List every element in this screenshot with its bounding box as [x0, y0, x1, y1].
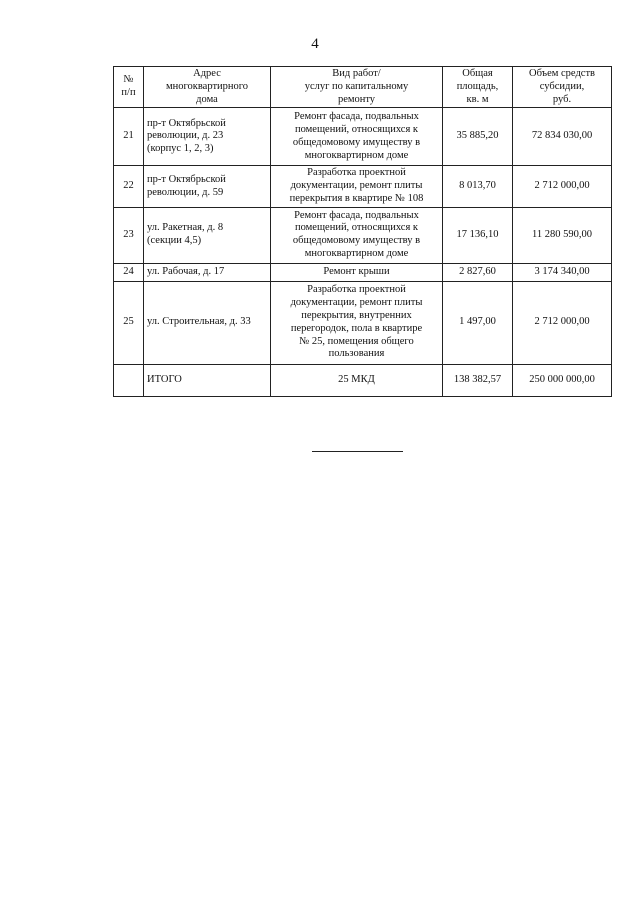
table-row — [114, 166, 612, 207]
row-address: пр-т Октябрьской революции, д. 23 (корпус 1, 2, 3) — [144, 108, 271, 166]
row-work: Ремонт фасада, подвальных помещений, относящихся к общедомовому имуществу в многоквартирном доме — [271, 108, 443, 166]
row-area: 35 885,20 — [443, 108, 513, 166]
row-num: 25 — [114, 281, 144, 364]
row-work: Разработка проектной документации, ремонт плиты перекрытия, внутренних перегородок, пола в квартире № 25, помещения общего пользования — [271, 281, 443, 364]
header-work: Вид работ/ услуг по капитальному ремонту — [271, 67, 443, 108]
total-area: 138 382,57 — [443, 364, 513, 396]
row-area: 17 136,10 — [443, 207, 513, 263]
header-num: № п/п — [114, 67, 144, 108]
row-num: 22 — [114, 166, 144, 207]
table-row — [114, 108, 612, 166]
table-header-row — [114, 67, 612, 108]
page-number: 4 — [311, 36, 319, 52]
row-subsidy: 3 174 340,00 — [513, 263, 612, 281]
row-work: Ремонт фасада, подвальных помещений, относящихся к общедомовому имуществу в многоквартирном доме — [271, 207, 443, 263]
row-subsidy: 72 834 030,00 — [513, 108, 612, 166]
row-area: 2 827,60 — [443, 263, 513, 281]
end-divider-line — [312, 451, 403, 452]
header-address: Адрес многоквартирного дома — [144, 67, 271, 108]
total-subsidy: 250 000 000,00 — [513, 364, 612, 396]
row-num: 23 — [114, 207, 144, 263]
header-area: Общая площадь, кв. м — [443, 67, 513, 108]
table-total-row — [114, 364, 612, 396]
total-work: 25 МКД — [271, 364, 443, 396]
table-row — [114, 263, 612, 281]
row-address: пр-т Октябрьской революции, д. 59 — [144, 166, 271, 207]
total-label: ИТОГО — [144, 364, 271, 396]
header-subsidy: Объем средств субсидии, руб. — [513, 67, 612, 108]
row-address: ул. Ракетная, д. 8 (секции 4,5) — [144, 207, 271, 263]
row-work: Ремонт крыши — [271, 263, 443, 281]
subsidy-table — [113, 66, 612, 397]
row-work: Разработка проектной документации, ремонт плиты перекрытия в квартире № 108 — [271, 166, 443, 207]
row-area: 8 013,70 — [443, 166, 513, 207]
row-num: 21 — [114, 108, 144, 166]
total-num — [114, 364, 144, 396]
row-address: ул. Строительная, д. 33 — [144, 281, 271, 364]
row-subsidy: 2 712 000,00 — [513, 281, 612, 364]
row-address: ул. Рабочая, д. 17 — [144, 263, 271, 281]
row-subsidy: 11 280 590,00 — [513, 207, 612, 263]
row-num: 24 — [114, 263, 144, 281]
row-area: 1 497,00 — [443, 281, 513, 364]
row-subsidy: 2 712 000,00 — [513, 166, 612, 207]
table-row — [114, 281, 612, 364]
table-row — [114, 207, 612, 263]
